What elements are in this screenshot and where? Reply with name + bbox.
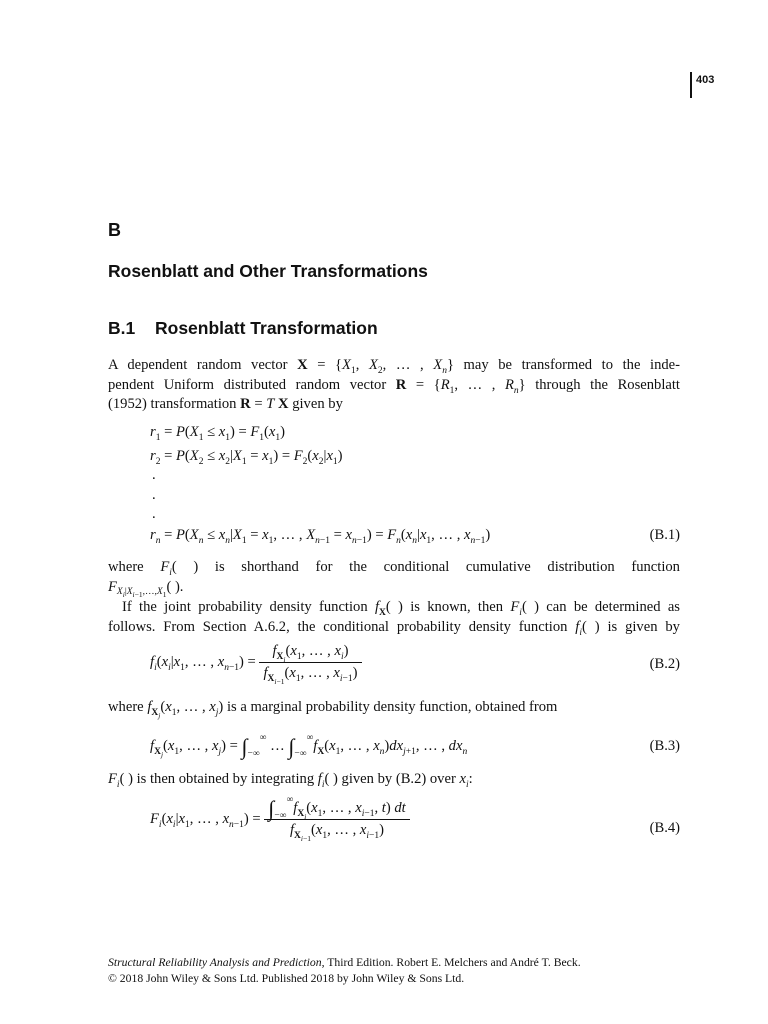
equation-label-b3: (B.3) xyxy=(649,738,680,754)
equation-label-b2: (B.2) xyxy=(649,656,680,672)
equation-b3: $f_{X_j}(x_1$, … , $x_j) = \int_{-\infty}^\infty$ … $\int_{-\infty}^\infty f_X(x_1$, … , $x_n)dx_{j+1}$, … , $dx_n$ xyxy=(150,733,468,759)
page-number-rule xyxy=(690,72,692,98)
integration-paragraph: $F_i$( ) is then obtained by integrating $f_i$( ) given by (B.2) over $x_i$: xyxy=(108,771,473,790)
page-number: 403 xyxy=(696,74,715,86)
ellipsis-dot: . xyxy=(152,506,156,522)
copyright-line: © 2018 John Wiley & Sons Ltd. Published 2018 by John Wiley & Sons Ltd. xyxy=(108,971,465,985)
marginal-paragraph: where $f_{X_j}(x_1$, … , $x_j$) is a marginal probability density function, obtained from xyxy=(108,699,558,720)
equation-b4: $F_i(x_i|x_1$, … , $x_{n-1}$) = $\frac{\int_{-\infty}^\infty f_{X_i}(x_1, \dots , x_{i-1}, t) dt}{f_{X_{i-1}}(x_1, \dots , x_{i-1})}$ xyxy=(150,800,410,839)
where-paragraph: where $F_i$( ) is shorthand for the conditional cumulative distribution function $F_{X_i|X_{i-1},\dots,X_1}$( ). xyxy=(108,559,680,600)
equation-b2: $f_i(x_i|x_1$, … , $x_{n-1}$) = $\frac{f_{X_i}(x_1, \dots , x_i)}{f_{X_{i-1}}(x_1, \dots , x_{i-1})}$ xyxy=(150,643,362,682)
appendix-title: Rosenblatt and Other Transformations xyxy=(108,261,428,281)
book-title: Structural Reliability Analysis and Prediction, xyxy=(108,956,325,969)
ellipsis-dot: . xyxy=(152,487,156,503)
equation-b1-line-1: $r_1 = P(X_1 \le x_1) = F_1(x_1)$ xyxy=(150,424,286,443)
equation-b1-line-2: $r_2 = P(X_2 \le x_2|X_1 = x_1) = F_2(x_2|x_1)$ xyxy=(150,448,343,467)
intro-paragraph: A dependent random vector $X = \{X_1$, $X_2$, … , $X_n$} may be transformed to the inde- pendent Uniform distributed random vector $R = \{R_1$, … , $R_n$} through the Rosenblatt (1952) transformation R = T X given by xyxy=(108,357,681,412)
appendix-letter: B xyxy=(108,220,121,240)
joint-density-paragraph: If the joint probability density function $f_X$( ) is known, then $F_i$( ) can be determined as follows. From Section A.6.2, the conditional probability density function $f_i$( ) is given by xyxy=(108,599,680,638)
edition-authors: Third Edition. Robert E. Melchers and André T. Beck. xyxy=(327,956,581,969)
section-title: Rosenblatt Transformation xyxy=(155,318,378,338)
section-heading xyxy=(108,318,378,339)
ellipsis-dot: . xyxy=(152,467,156,483)
equation-b1-line-n: $r_n = P(X_n \le x_n|X_1 = x_1$, … , $X_{n-1} = x_{n-1}) = F_n(x_n|x_1$, … , $x_{n-1}$) xyxy=(150,527,491,546)
equation-label-b1: (B.1) xyxy=(649,527,680,543)
footer-citation xyxy=(108,955,581,986)
equation-b4-fraction: $\frac{\int_{-\infty}^\infty f_{X_i}(x_1, \dots , x_{i-1}, t) dt}{f_{X_{i-1}}(x_1, \dots , x_{i-1})}$ xyxy=(264,800,409,839)
equation-b2-fraction: $\frac{f_{X_i}(x_1, \dots , x_i)}{f_{X_{i-1}}(x_1, \dots , x_{i-1})}$ xyxy=(259,643,361,682)
equation-label-b4: (B.4) xyxy=(649,820,680,836)
section-number: B.1 xyxy=(108,318,136,338)
